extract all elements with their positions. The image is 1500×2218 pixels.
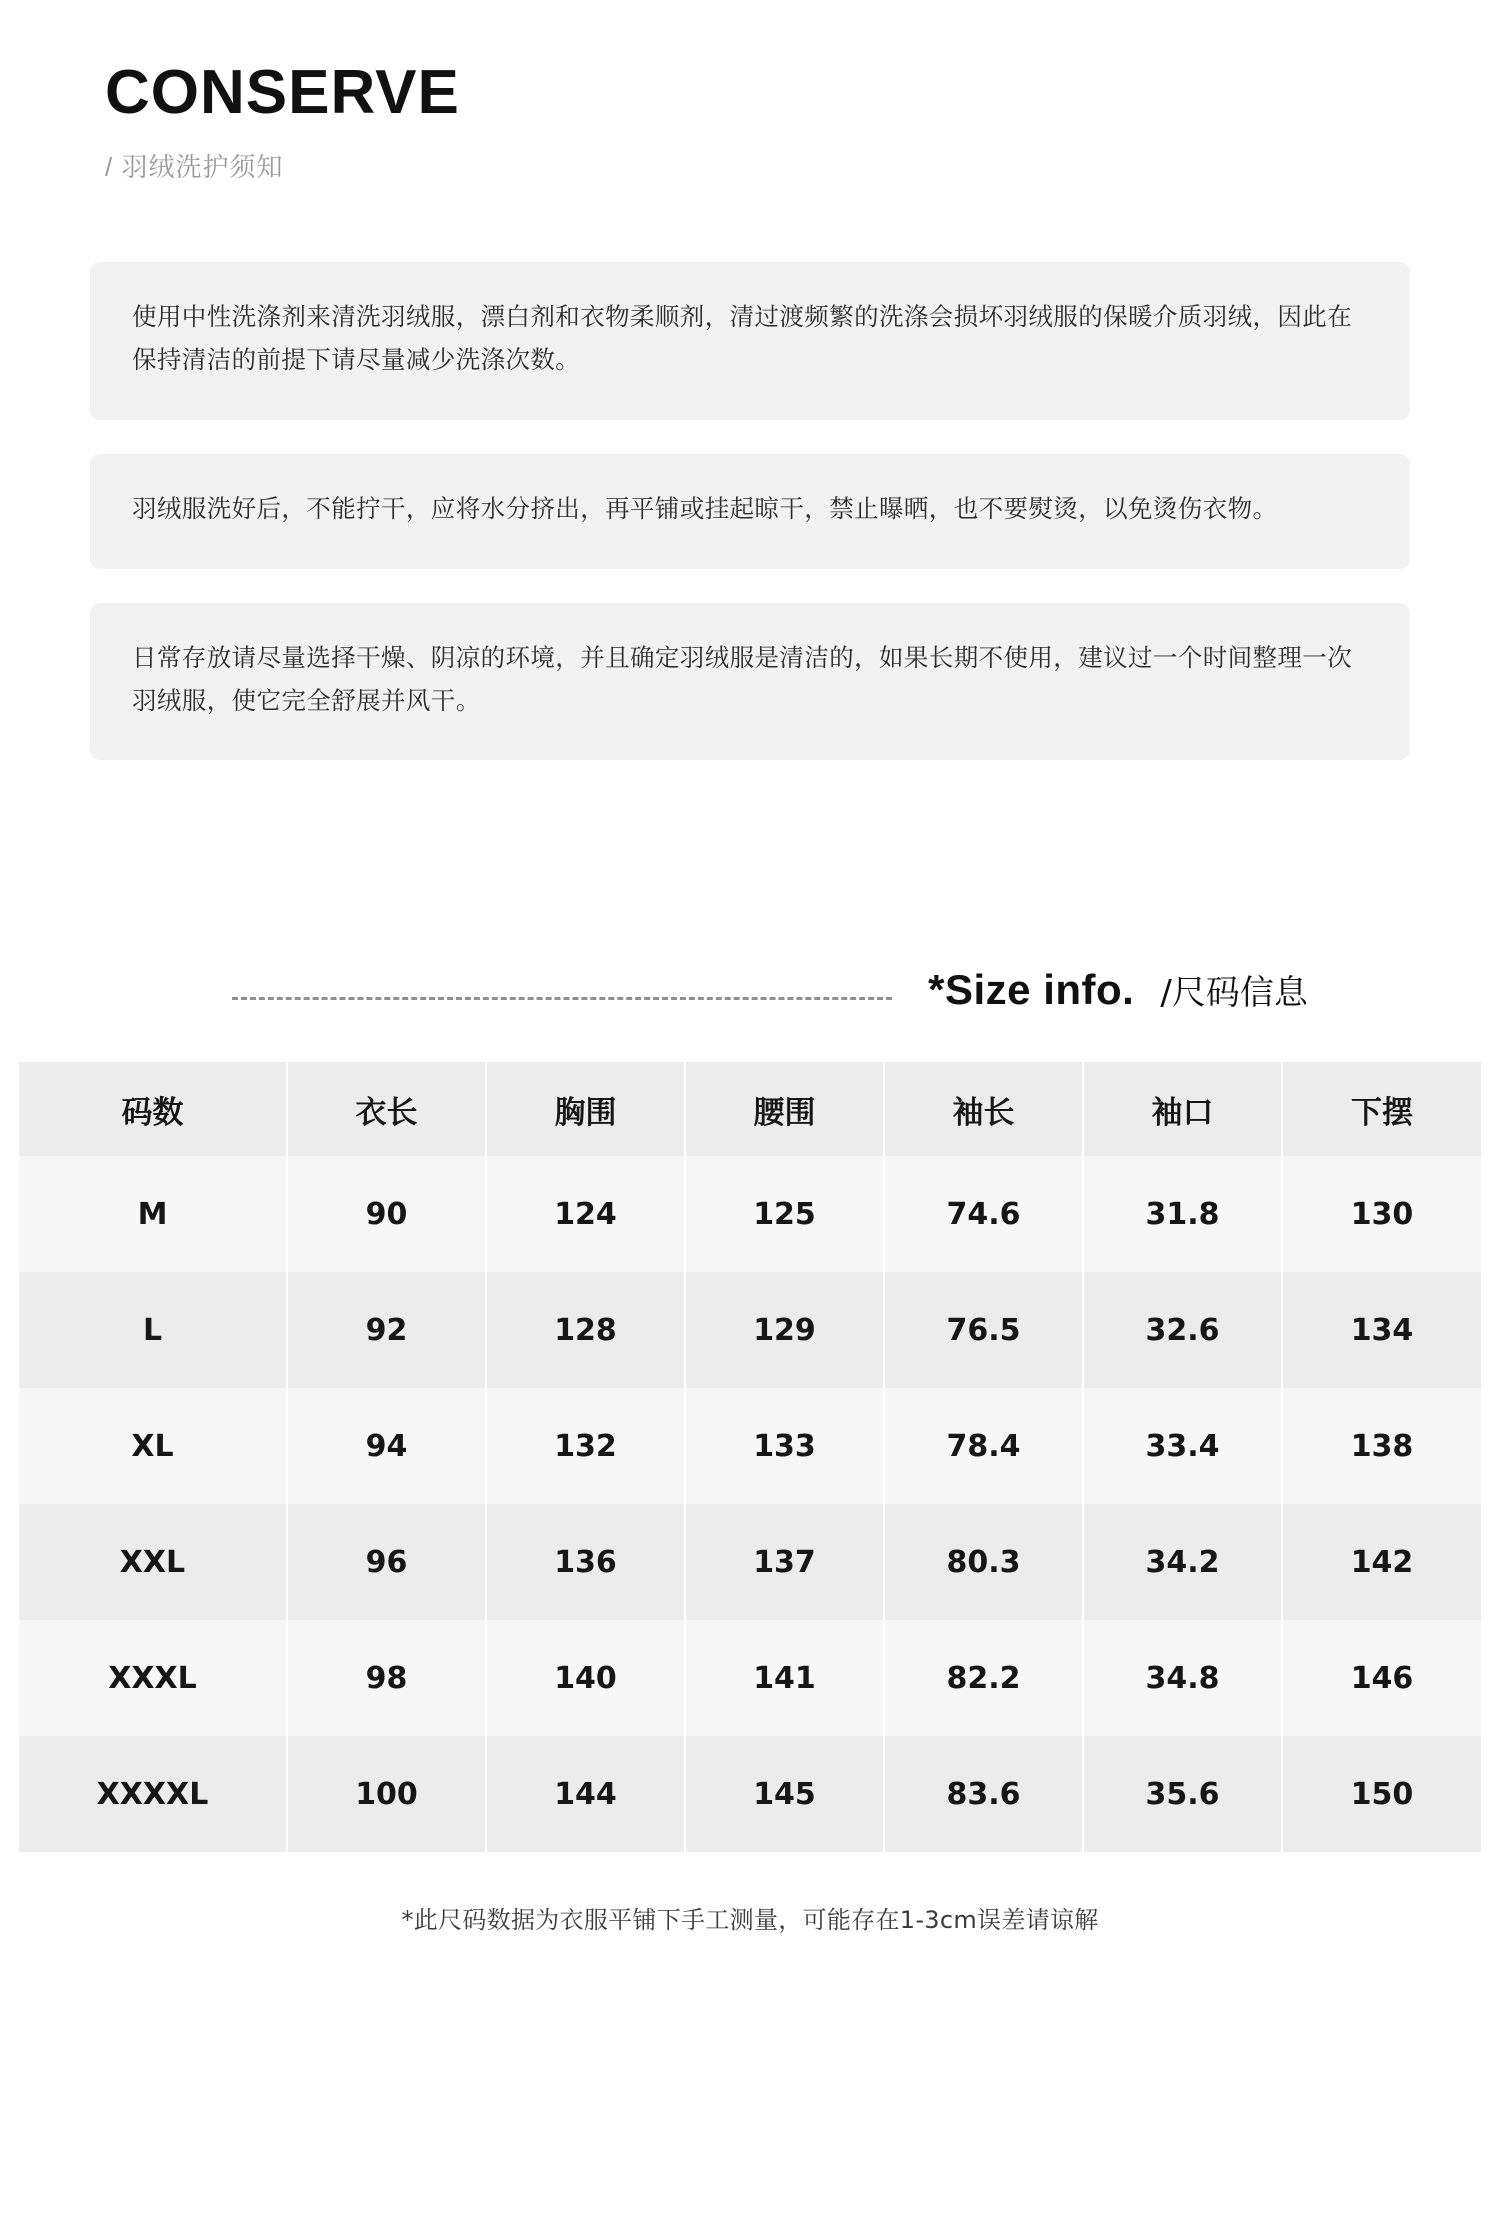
column-header: 袖长 [884,1062,1083,1156]
care-notes-list [90,262,1410,760]
table-row [19,1620,1481,1736]
size-table-head [19,1062,1481,1156]
table-cell: 137 [685,1504,884,1620]
size-table [19,1062,1481,1852]
table-cell: 80.3 [884,1504,1083,1620]
page-title: CONSERVE [105,58,460,127]
care-note-card [90,262,1410,420]
care-note-card [90,603,1410,761]
table-cell: 145 [685,1736,884,1852]
table-cell: 125 [685,1156,884,1272]
table-row [19,1272,1481,1388]
table-cell: 142 [1282,1504,1481,1620]
column-header: 下摆 [1282,1062,1481,1156]
table-cell: 92 [287,1272,486,1388]
column-header: 腰围 [685,1062,884,1156]
table-cell-size: L [19,1272,287,1388]
table-cell: 90 [287,1156,486,1272]
care-note-text: 羽绒服洗好后，不能拧干，应将水分挤出，再平铺或挂起晾干，禁止曝晒，也不要熨烫，以免烫伤衣物。 [132,493,1278,523]
column-header: 袖口 [1083,1062,1282,1156]
column-header: 码数 [19,1062,287,1156]
table-cell: 96 [287,1504,486,1620]
table-header-row [19,1062,1481,1156]
table-cell: 132 [486,1388,685,1504]
table-cell: 94 [287,1388,486,1504]
table-cell: 128 [486,1272,685,1388]
care-note-text: 日常存放请尽量选择干燥、阴凉的环境，并且确定羽绒服是清洁的，如果长期不使用，建议过一个时间整理一次羽绒服，使它完全舒展并风干。 [132,642,1353,715]
table-cell: 74.6 [884,1156,1083,1272]
table-cell: 136 [486,1504,685,1620]
size-info-heading [0,965,1500,1014]
table-cell: 144 [486,1736,685,1852]
table-row [19,1156,1481,1272]
table-cell: 130 [1282,1156,1481,1272]
table-cell: 150 [1282,1736,1481,1852]
table-cell: 76.5 [884,1272,1083,1388]
table-cell: 34.2 [1083,1504,1282,1620]
table-row [19,1736,1481,1852]
table-cell: 129 [685,1272,884,1388]
table-cell: 124 [486,1156,685,1272]
table-cell: 140 [486,1620,685,1736]
table-cell-size: XXXL [19,1620,287,1736]
column-header: 衣长 [287,1062,486,1156]
table-cell: 146 [1282,1620,1481,1736]
table-cell: 141 [685,1620,884,1736]
table-cell: 83.6 [884,1736,1083,1852]
page-subtitle: / 羽绒洗护须知 [105,152,284,183]
care-note-card [90,454,1410,569]
size-table-body [19,1156,1481,1852]
table-cell-size: XXL [19,1504,287,1620]
size-info-title: *Size info. [928,966,1135,1014]
table-cell: 34.8 [1083,1620,1282,1736]
table-row [19,1388,1481,1504]
table-cell: 35.6 [1083,1736,1282,1852]
column-header: 胸围 [486,1062,685,1156]
table-cell: 33.4 [1083,1388,1282,1504]
table-cell: 100 [287,1736,486,1852]
table-cell: 78.4 [884,1388,1083,1504]
size-table-note: *此尺码数据为衣服平铺下手工测量，可能存在1-3cm误差请谅解 [401,1906,1099,1935]
table-cell: 82.2 [884,1620,1083,1736]
care-note-text: 使用中性洗涤剂来清洗羽绒服，漂白剂和衣物柔顺剂，清过渡频繁的洗涤会损坏羽绒服的保暖介质羽绒，因此在保持清洁的前提下请尽量减少洗涤次数。 [132,302,1353,374]
table-row [19,1504,1481,1620]
size-info-title-cn: /尺码信息 [1160,973,1308,1014]
table-cell: 134 [1282,1272,1481,1388]
dashed-divider [232,997,892,1000]
table-cell: 31.8 [1083,1156,1282,1272]
table-cell: 138 [1282,1388,1481,1504]
table-cell: 133 [685,1388,884,1504]
size-table-wrapper [19,1062,1481,1935]
table-cell: 98 [287,1620,486,1736]
page-header [0,0,1500,184]
table-cell-size: XL [19,1388,287,1504]
table-cell-size: M [19,1156,287,1272]
table-cell-size: XXXXL [19,1736,287,1852]
table-cell: 32.6 [1083,1272,1282,1388]
